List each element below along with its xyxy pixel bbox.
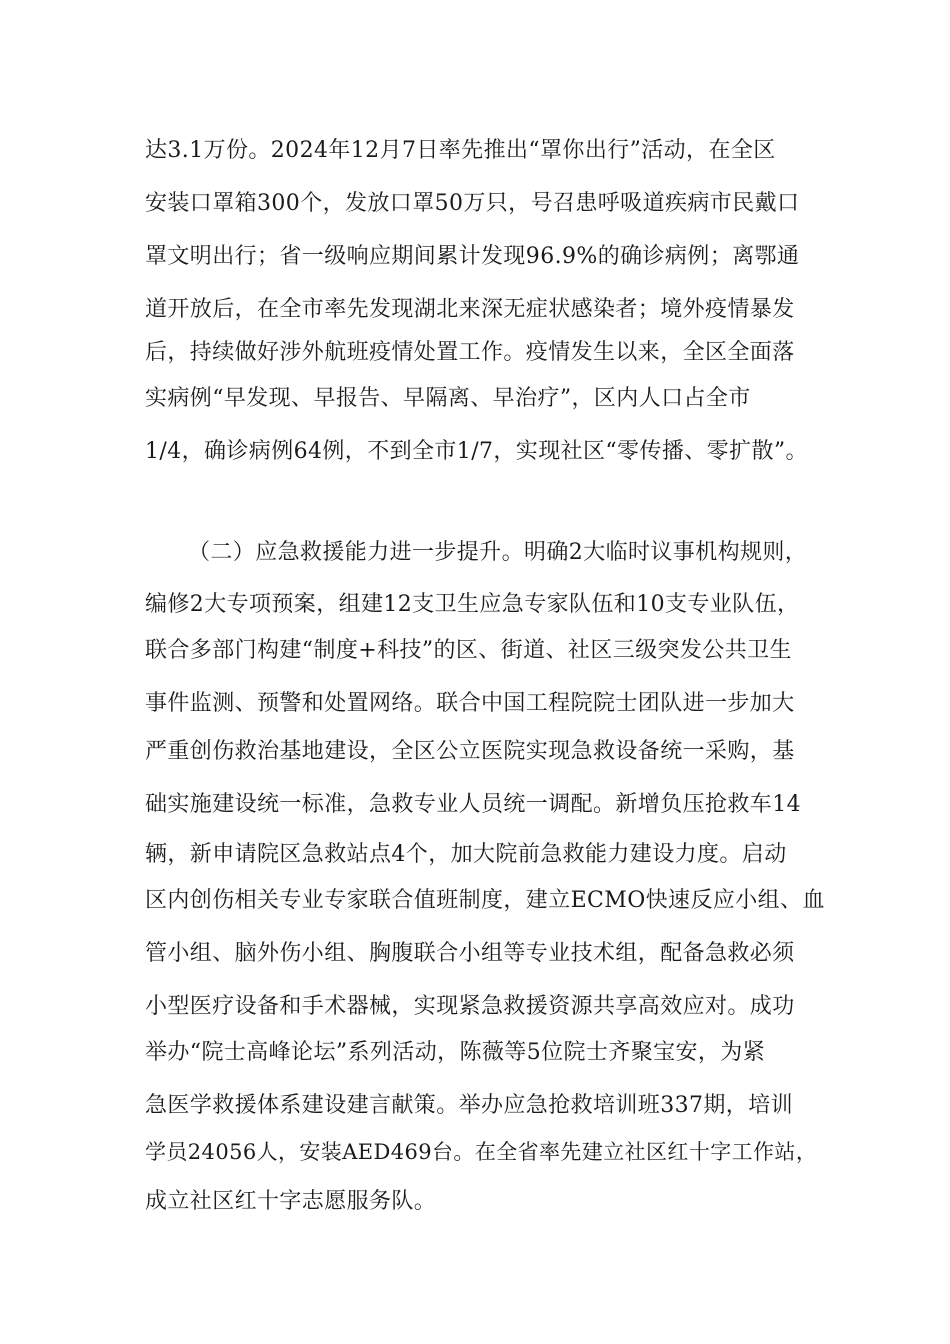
text-line: 1/4，确诊病例64例，不到全市1/7，实现社区“零传播、零扩散”。: [145, 439, 808, 464]
text-line: 急医学救援体系建设建言献策。举办应急抢救培训班337期，培训: [145, 1093, 793, 1118]
text-line: 础实施建设统一标准，急救专业人员统一调配。新增负压抢救车14: [145, 792, 801, 817]
text-line: 学员24056人，安装AED469台。在全省率先建立社区红十字工作站，: [145, 1140, 818, 1164]
text-line: 联合多部门构建“制度+科技”的区、街道、社区三级突发公共卫生: [145, 638, 792, 663]
text-line: 小型医疗设备和手术器械，实现紧急救援资源共享高效应对。成功: [145, 994, 795, 1019]
text-line: 安装口罩箱300个，发放口罩50万只，号召患呼吸道疾病市民戴口: [145, 191, 800, 216]
text-line: 管小组、脑外伤小组、胸腹联合小组等专业技术组，配备急救必须: [145, 941, 795, 966]
text-line: 成立社区红十字志愿服务队。: [145, 1189, 437, 1214]
text-line: 编修2大专项预案，组建12支卫生应急专家队伍和10支专业队伍，: [145, 592, 800, 617]
text-line: 实病例“早发现、早报告、早隔离、早治疗”，区内人口占全市: [145, 386, 751, 411]
text-line: 区内创伤相关专业专家联合值班制度，建立ECMO快速反应小组、血: [145, 888, 825, 913]
text-line: 严重创伤救治基地建设，全区公立医院实现急救设备统一采购，基: [145, 739, 795, 764]
text-line: 道开放后，在全市率先发现湖北来深无症状感染者；境外疫情暴发: [145, 297, 795, 322]
text-line: 后，持续做好涉外航班疫情处置工作。疫情发生以来，全区全面落: [145, 340, 795, 365]
text-line: 辆，新申请院区急救站点4个，加大院前急救能力建设力度。启动: [145, 842, 787, 867]
text-line: 举办“院士高峰论坛”系列活动，陈薇等5位院士齐聚宝安，为紧: [145, 1040, 766, 1065]
text-line: 事件监测、预警和处置网络。联合中国工程院院士团队进一步加大: [145, 691, 795, 716]
text-line: 达3.1万份。2024年12月7日率先推出“罩你出行”活动，在全区: [145, 138, 776, 163]
section-heading-line: （二）应急救援能力进一步提升。明确2大临时议事机构规则，: [188, 540, 808, 565]
text-line: 罩文明出行；省一级响应期间累计发现96.9%的确诊病例；离鄂通: [145, 244, 800, 269]
